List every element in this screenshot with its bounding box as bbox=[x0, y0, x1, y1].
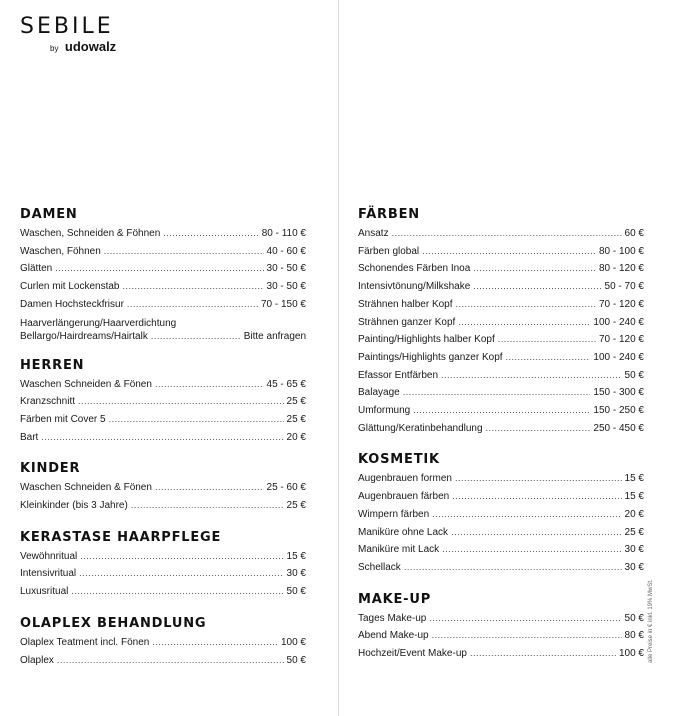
item-name: Luxusritual bbox=[20, 586, 69, 598]
item-price: 100 € bbox=[280, 636, 306, 648]
item-name: Maniküre mit Lack bbox=[358, 544, 440, 556]
item-name: Damen Hochsteckfrisur bbox=[20, 298, 124, 310]
item-price: 80 - 110 € bbox=[261, 228, 306, 239]
price-row bbox=[358, 384, 644, 402]
leader-dots bbox=[79, 565, 283, 583]
price-row bbox=[20, 411, 306, 429]
item-price: 25 € bbox=[286, 413, 306, 425]
leader-dots bbox=[432, 506, 621, 524]
leader-dots bbox=[441, 367, 621, 385]
price-row bbox=[358, 559, 644, 577]
item-name: Bart bbox=[20, 431, 39, 443]
item-name: Haarverlängerung/Haarverdichtung bbox=[20, 317, 177, 329]
item-name: Schonendes Färben Inoa bbox=[358, 263, 471, 275]
item-price: 250 - 450 € bbox=[593, 422, 644, 434]
item-name: Glättung/Keratinbehandlung bbox=[358, 422, 483, 434]
price-row bbox=[358, 488, 644, 506]
item-price: 20 € bbox=[624, 508, 644, 520]
item-price: 20 € bbox=[286, 431, 306, 443]
item-price: 50 € bbox=[624, 369, 644, 381]
price-row bbox=[20, 243, 306, 261]
leader-dots bbox=[127, 296, 258, 314]
item-price: 150 - 300 € bbox=[593, 387, 644, 399]
leader-dots bbox=[486, 420, 591, 438]
price-row bbox=[20, 548, 306, 566]
price-row bbox=[20, 260, 306, 278]
item-price: 80 € bbox=[624, 630, 644, 642]
brand-by: by bbox=[50, 44, 59, 53]
item-price: 25 € bbox=[624, 526, 644, 538]
brand-udowalz: udowalz bbox=[64, 39, 117, 54]
section-kosmetik bbox=[358, 451, 644, 576]
price-row bbox=[358, 524, 644, 542]
item-name: Abend Make-up bbox=[358, 630, 429, 642]
item-price: 50 € bbox=[624, 612, 644, 624]
item-price: 30 € bbox=[624, 561, 644, 573]
price-row bbox=[358, 331, 644, 349]
item-name: Efassor Entfärben bbox=[358, 369, 439, 381]
leader-dots bbox=[152, 634, 278, 652]
price-row bbox=[358, 541, 644, 559]
leader-dots bbox=[78, 393, 284, 411]
leader-dots bbox=[451, 524, 621, 542]
leader-dots bbox=[131, 497, 284, 515]
leader-dots bbox=[80, 548, 283, 566]
price-row bbox=[20, 497, 306, 515]
item-name: Färben global bbox=[358, 245, 420, 257]
section-title: MAKE-UP bbox=[358, 591, 432, 607]
section-title: KERASTASE HAARPFLEGE bbox=[20, 529, 222, 545]
section-title: DAMEN bbox=[20, 207, 78, 222]
price-row bbox=[20, 652, 306, 670]
item-price: 15 € bbox=[286, 550, 306, 562]
leader-dots bbox=[392, 225, 622, 243]
item-name: Strähnen ganzer Kopf bbox=[358, 316, 456, 328]
item-name: Intensivritual bbox=[20, 568, 77, 580]
item-name: Olaplex bbox=[20, 654, 54, 666]
item-name: Waschen, Schneiden & Föhnen bbox=[20, 228, 161, 239]
price-row bbox=[20, 393, 306, 411]
item-name: Paintings/Highlights ganzer Kopf bbox=[358, 351, 503, 363]
brand-logo bbox=[20, 14, 116, 56]
price-row bbox=[20, 376, 306, 394]
item-name: Augenbrauen formen bbox=[358, 473, 452, 485]
leader-dots bbox=[506, 349, 591, 367]
brand-name: SEBILE bbox=[20, 14, 114, 39]
section-title: KINDER bbox=[20, 461, 81, 477]
leader-dots bbox=[151, 330, 241, 343]
item-price: 40 - 60 € bbox=[266, 245, 306, 257]
item-name: Kranzschnitt bbox=[20, 396, 76, 408]
price-footnote: alle Preise in € inkl. 19% MwSt. bbox=[648, 579, 654, 663]
leader-dots bbox=[422, 243, 596, 261]
item-name: Waschen Schneiden & Fönen bbox=[20, 482, 152, 494]
item-name: Intensivtönung/Milkshake bbox=[358, 281, 471, 293]
item-name: Curlen mit Lockenstab bbox=[20, 281, 120, 293]
item-price: 50 € bbox=[286, 586, 306, 598]
price-row bbox=[20, 565, 306, 583]
item-price: Bitte anfragen bbox=[243, 330, 306, 342]
price-row bbox=[358, 645, 644, 663]
item-name: Färben mit Cover 5 bbox=[20, 413, 106, 425]
item-name: Kleinkinder (bis 3 Jahre) bbox=[20, 500, 128, 512]
price-row bbox=[358, 627, 644, 645]
section-kerastase bbox=[20, 529, 306, 601]
leader-dots bbox=[452, 488, 621, 506]
item-price: 70 - 120 € bbox=[598, 298, 644, 310]
price-row bbox=[358, 278, 644, 296]
item-price: 50 € bbox=[286, 654, 306, 666]
item-price: 100 - 240 € bbox=[593, 316, 644, 328]
item-price: 100 - 240 € bbox=[593, 351, 644, 363]
item-name: Glätten bbox=[20, 263, 53, 275]
section-makeup bbox=[358, 591, 644, 663]
price-row bbox=[358, 314, 644, 332]
price-column-left bbox=[20, 206, 306, 683]
leader-dots bbox=[470, 645, 616, 663]
price-row bbox=[20, 634, 306, 652]
price-row bbox=[20, 479, 306, 497]
leader-dots bbox=[55, 260, 263, 278]
item-price: 60 € bbox=[624, 228, 644, 239]
item-price: 100 € bbox=[618, 648, 644, 660]
item-price: 15 € bbox=[624, 491, 644, 503]
item-price: 150 - 250 € bbox=[593, 405, 644, 417]
item-name: Augenbrauen färben bbox=[358, 491, 450, 503]
brand-subline bbox=[50, 40, 116, 56]
leader-dots bbox=[456, 296, 596, 314]
item-name: Ansatz bbox=[358, 228, 389, 239]
section-title: OLAPLEX BEHANDLUNG bbox=[20, 615, 207, 631]
price-row bbox=[358, 260, 644, 278]
item-price: 45 - 65 € bbox=[266, 378, 306, 390]
price-row bbox=[20, 296, 306, 314]
leader-dots bbox=[123, 278, 264, 296]
item-name: Olaplex Teatment incl. Fönen bbox=[20, 636, 150, 648]
item-price: 80 - 120 € bbox=[598, 263, 644, 275]
item-name: Wimpern färben bbox=[358, 508, 430, 520]
item-price: 50 - 70 € bbox=[604, 281, 644, 293]
section-title: FÄRBEN bbox=[358, 207, 420, 222]
leader-dots bbox=[403, 384, 591, 402]
leader-dots bbox=[473, 278, 601, 296]
item-name: Hochzeit/Event Make-up bbox=[358, 648, 467, 660]
price-row bbox=[358, 610, 644, 628]
leader-dots bbox=[413, 402, 590, 420]
item-price: 25 - 60 € bbox=[266, 482, 306, 494]
leader-dots bbox=[104, 243, 264, 261]
item-name: Balayage bbox=[358, 387, 400, 399]
section-olaplex bbox=[20, 615, 306, 669]
price-row bbox=[358, 243, 644, 261]
item-price: 70 - 120 € bbox=[598, 334, 644, 346]
price-row bbox=[358, 367, 644, 385]
price-row bbox=[358, 225, 644, 243]
item-name: Waschen Schneiden & Fönen bbox=[20, 378, 152, 390]
section-kinder bbox=[20, 460, 306, 514]
section-title: KOSMETIK bbox=[358, 452, 440, 468]
price-row bbox=[358, 402, 644, 420]
leader-dots bbox=[432, 627, 622, 645]
item-price: 70 - 150 € bbox=[260, 298, 306, 310]
item-name: Vewöhnritual bbox=[20, 550, 78, 562]
price-column-right bbox=[358, 206, 644, 677]
item-price: 25 € bbox=[286, 500, 306, 512]
leader-dots bbox=[71, 583, 283, 601]
price-row bbox=[358, 470, 644, 488]
item-name: Maniküre ohne Lack bbox=[358, 526, 449, 538]
item-price: 30 - 50 € bbox=[266, 263, 306, 275]
price-row bbox=[358, 296, 644, 314]
leader-dots bbox=[498, 331, 596, 349]
price-row bbox=[358, 420, 644, 438]
leader-dots bbox=[404, 559, 622, 577]
leader-dots bbox=[455, 470, 622, 488]
leader-dots bbox=[155, 376, 264, 394]
item-price: 30 - 50 € bbox=[266, 281, 306, 293]
price-row-hair-extension bbox=[20, 314, 306, 343]
section-damen bbox=[20, 206, 306, 343]
item-name: Strähnen halber Kopf bbox=[358, 298, 453, 310]
price-row bbox=[20, 278, 306, 296]
price-row bbox=[20, 429, 306, 447]
item-name: Waschen, Föhnen bbox=[20, 245, 101, 257]
leader-dots bbox=[473, 260, 596, 278]
item-price: 15 € bbox=[624, 473, 644, 485]
leader-dots bbox=[155, 479, 264, 497]
item-price: 30 € bbox=[624, 544, 644, 556]
item-price: 80 - 100 € bbox=[598, 245, 644, 257]
item-name: Schellack bbox=[358, 561, 401, 573]
item-price: 30 € bbox=[286, 568, 306, 580]
price-row bbox=[20, 583, 306, 601]
leader-dots bbox=[429, 610, 621, 628]
leader-dots bbox=[163, 225, 258, 243]
item-name: Painting/Highlights halber Kopf bbox=[358, 334, 495, 346]
price-row bbox=[358, 506, 644, 524]
leader-dots bbox=[57, 652, 284, 670]
leader-dots bbox=[458, 314, 590, 332]
leader-dots bbox=[109, 411, 284, 429]
item-name: Umformung bbox=[358, 405, 411, 417]
section-title: HERREN bbox=[20, 357, 85, 373]
item-name-second-line: Bellargo/Hairdreams/Hairtalk bbox=[20, 330, 148, 342]
price-row bbox=[20, 225, 306, 243]
item-price: 25 € bbox=[286, 396, 306, 408]
item-name: Tages Make-up bbox=[358, 612, 427, 624]
leader-dots bbox=[442, 541, 621, 559]
section-faerben bbox=[358, 206, 644, 437]
section-herren bbox=[20, 357, 306, 447]
leader-dots bbox=[41, 429, 283, 447]
price-row bbox=[358, 349, 644, 367]
